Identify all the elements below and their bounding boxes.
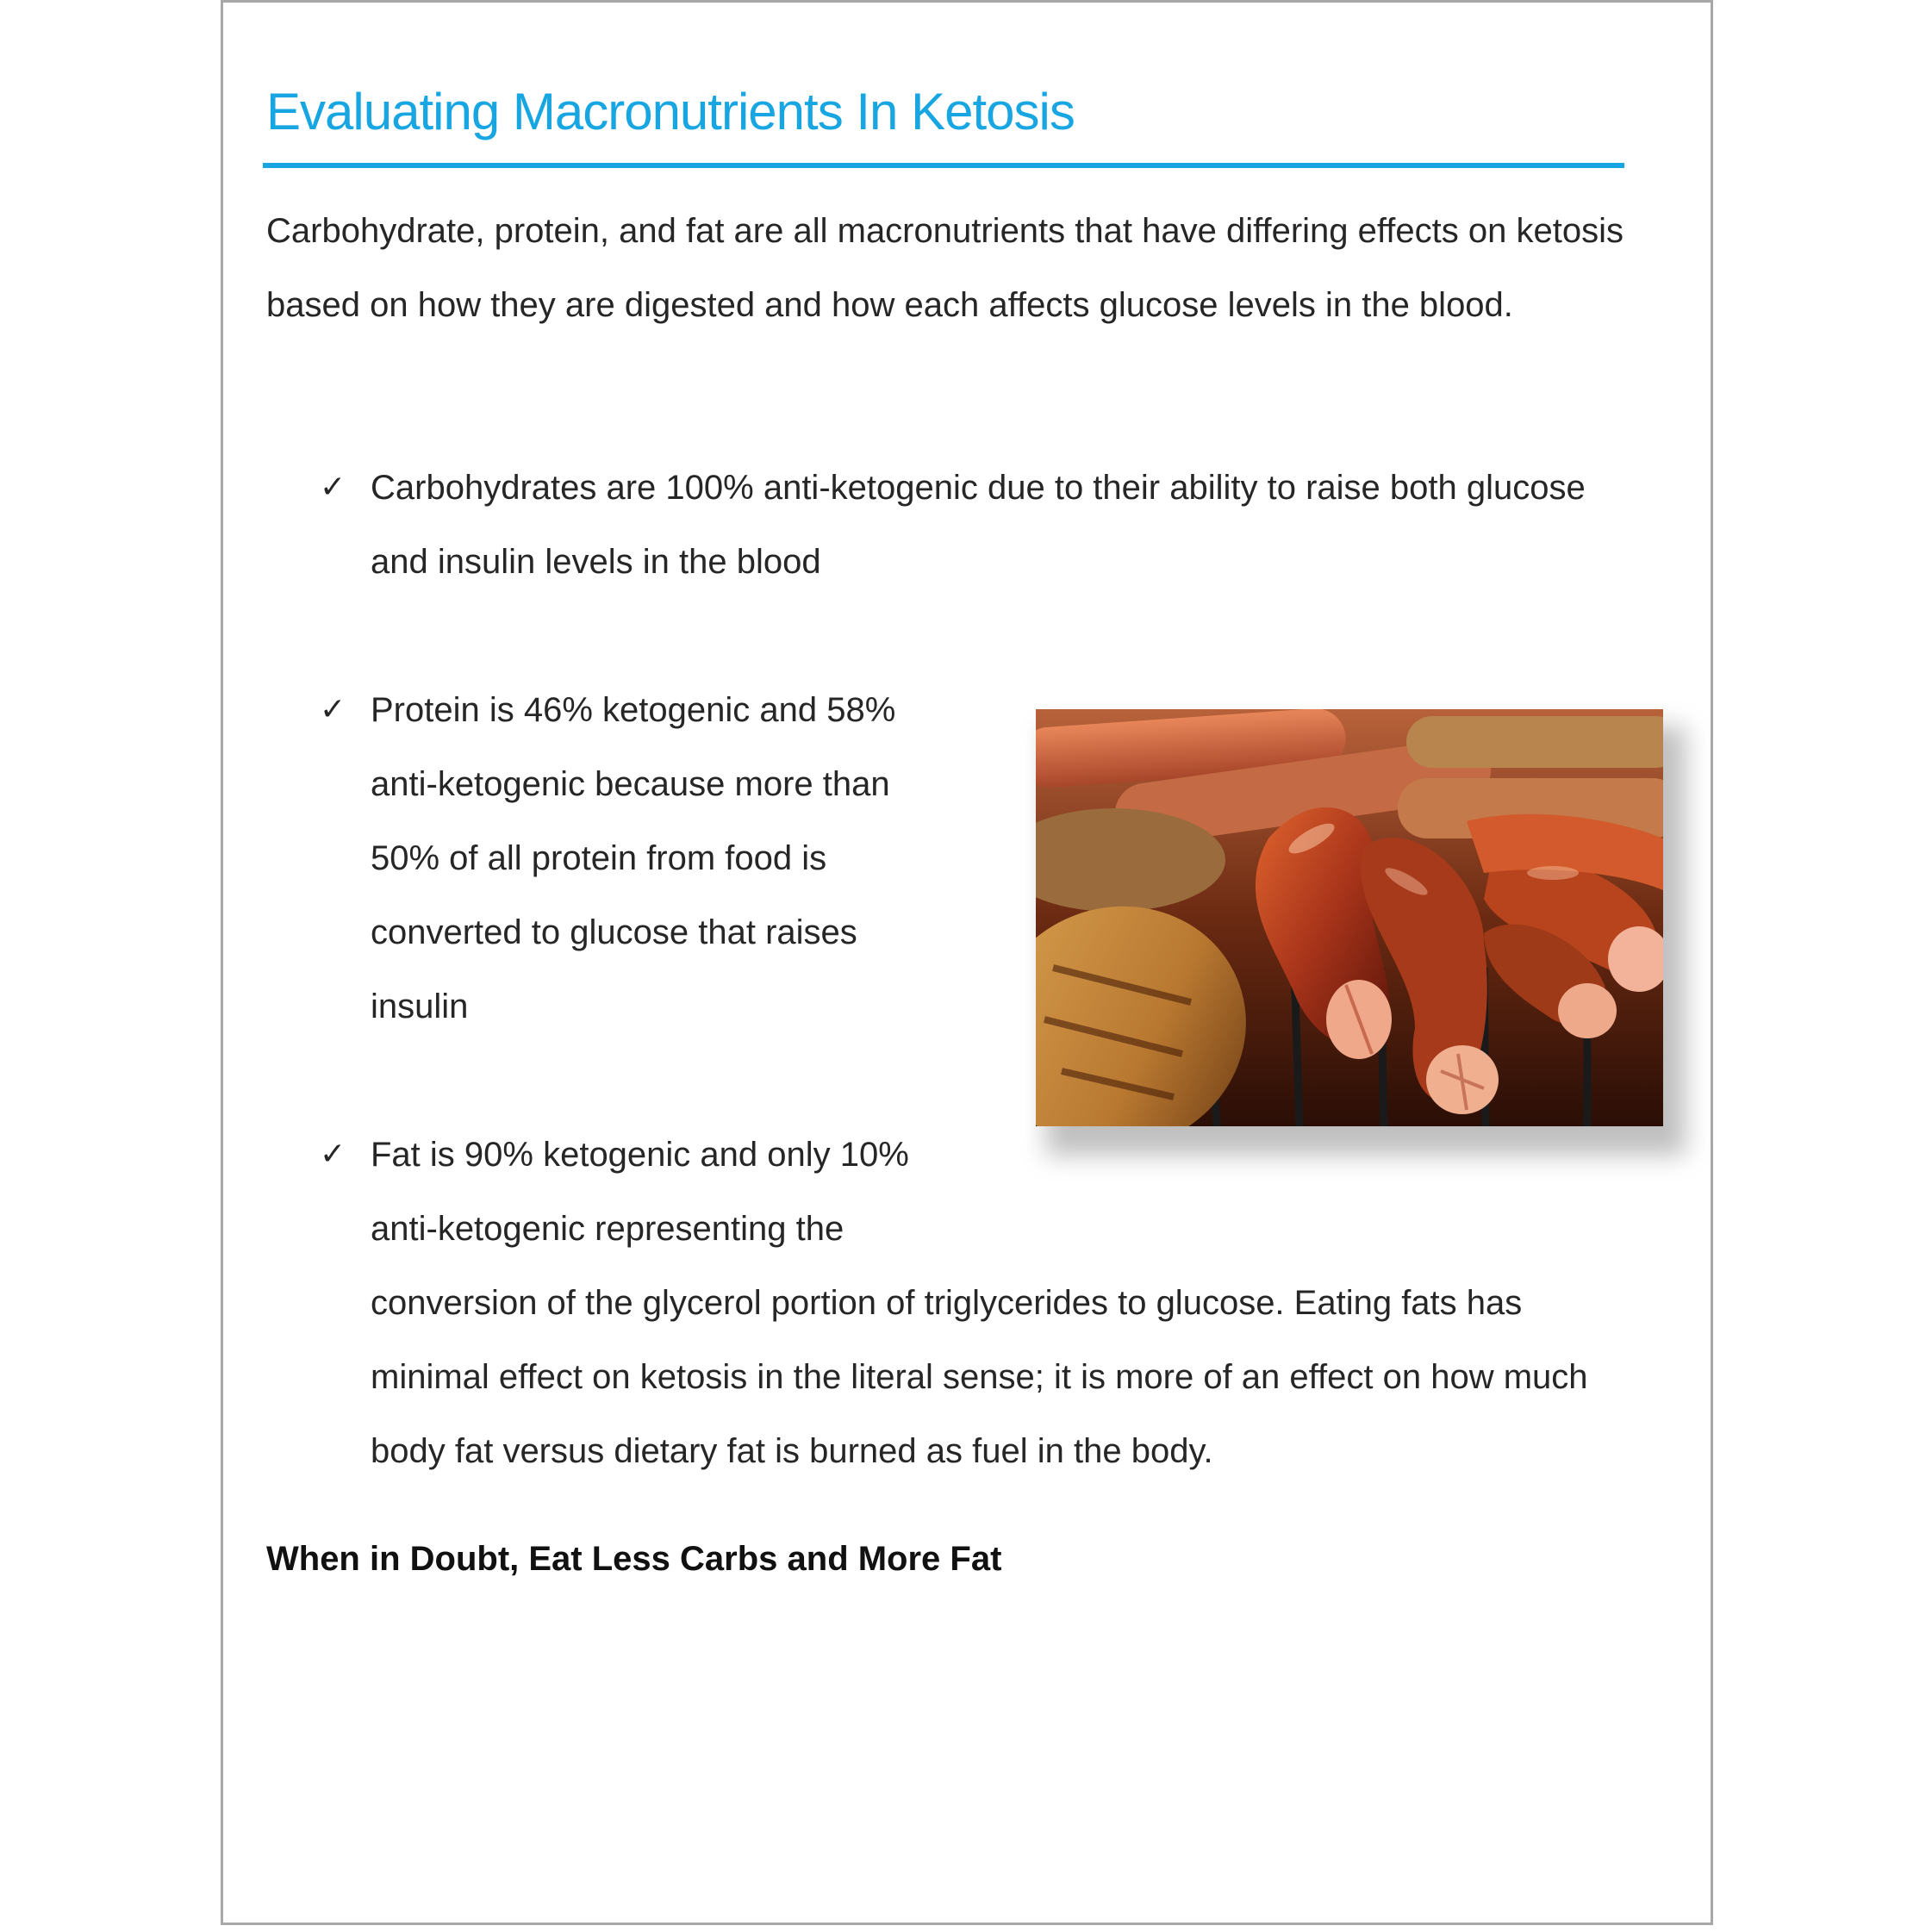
section-subheading: When in Doubt, Eat Less Carbs and More Fat xyxy=(266,1540,1002,1578)
bullet-protein: Protein is 46% ketogenic and 58% anti-ketogenic because more than 50% of all protein from food is converted to glucose that raises insulin xyxy=(371,691,896,1025)
bullet-carbohydrates: Carbohydrates are 100% anti-ketogenic due to their ability to raise both glucose and insulin levels in the blood xyxy=(371,469,1586,581)
document-page xyxy=(221,0,1713,1925)
checkmark-icon: ✓ xyxy=(320,692,346,727)
bullet-fat-part1: Fat is 90% ketogenic and only 10% anti-ketogenic representing the xyxy=(371,1136,909,1248)
intro-paragraph: Carbohydrate, protein, and fat are all macronutrients that have differing effects on ketosis based on how they are digested and how each affects glucose levels in the blood. xyxy=(266,212,1624,324)
page-title: Evaluating Macronutrients In Ketosis xyxy=(266,83,1075,140)
checkmark-icon: ✓ xyxy=(320,470,346,505)
checkmark-icon: ✓ xyxy=(320,1137,346,1172)
grilled-sausages-photo xyxy=(1036,709,1663,1126)
title-underline xyxy=(263,163,1624,168)
bullet-fat-part2: conversion of the glycerol portion of triglycerides to glucose. Eating fats has minimal effect on ketosis in the literal sense; it is more of an effect on how much body fat versus dietary fat is burned as fuel in the body. xyxy=(371,1284,1588,1470)
